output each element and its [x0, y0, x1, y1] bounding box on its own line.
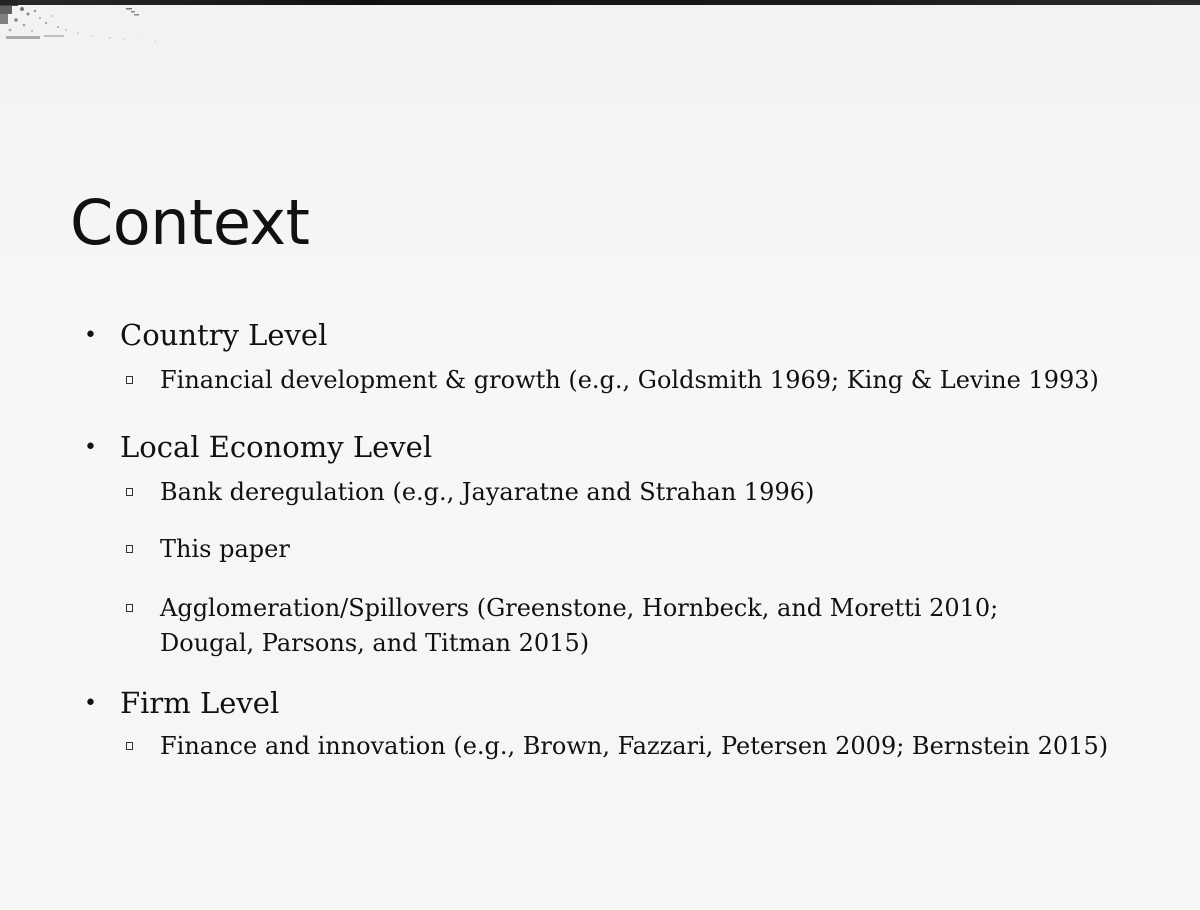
- square-bullet-icon: [126, 545, 133, 553]
- section-label: Local Economy Level: [120, 430, 433, 464]
- bullet-dot: •: [84, 323, 97, 348]
- list-item-text: Finance and innovation (e.g., Brown, Fazzari, Petersen 2009; Bernstein 2015): [160, 732, 1109, 760]
- square-bullet-icon: [126, 604, 133, 612]
- square-bullet-icon: [126, 742, 133, 750]
- slide-title: Context: [70, 186, 310, 259]
- section-firm-level: [84, 686, 279, 721]
- list-item-text: Agglomeration/Spillovers (Greenstone, Hornbeck, and Moretti 2010;: [160, 594, 999, 622]
- section-label: Firm Level: [120, 686, 280, 720]
- list-item-text: Bank deregulation (e.g., Jayaratne and Strahan 1996): [160, 478, 815, 506]
- section-label: Country Level: [120, 318, 328, 352]
- bullet-dot: •: [84, 435, 97, 460]
- square-bullet-icon: [126, 376, 133, 384]
- bullet-dot: •: [84, 691, 97, 716]
- square-bullet-icon: [126, 488, 133, 496]
- list-item-text: Financial development & growth (e.g., Goldsmith 1969; King & Levine 1993): [160, 366, 1099, 394]
- list-item-text: This paper: [160, 535, 290, 563]
- list-item-text: Dougal, Parsons, and Titman 2015): [160, 629, 590, 657]
- section-local-economy-level: [84, 430, 432, 465]
- section-country-level: [84, 318, 327, 353]
